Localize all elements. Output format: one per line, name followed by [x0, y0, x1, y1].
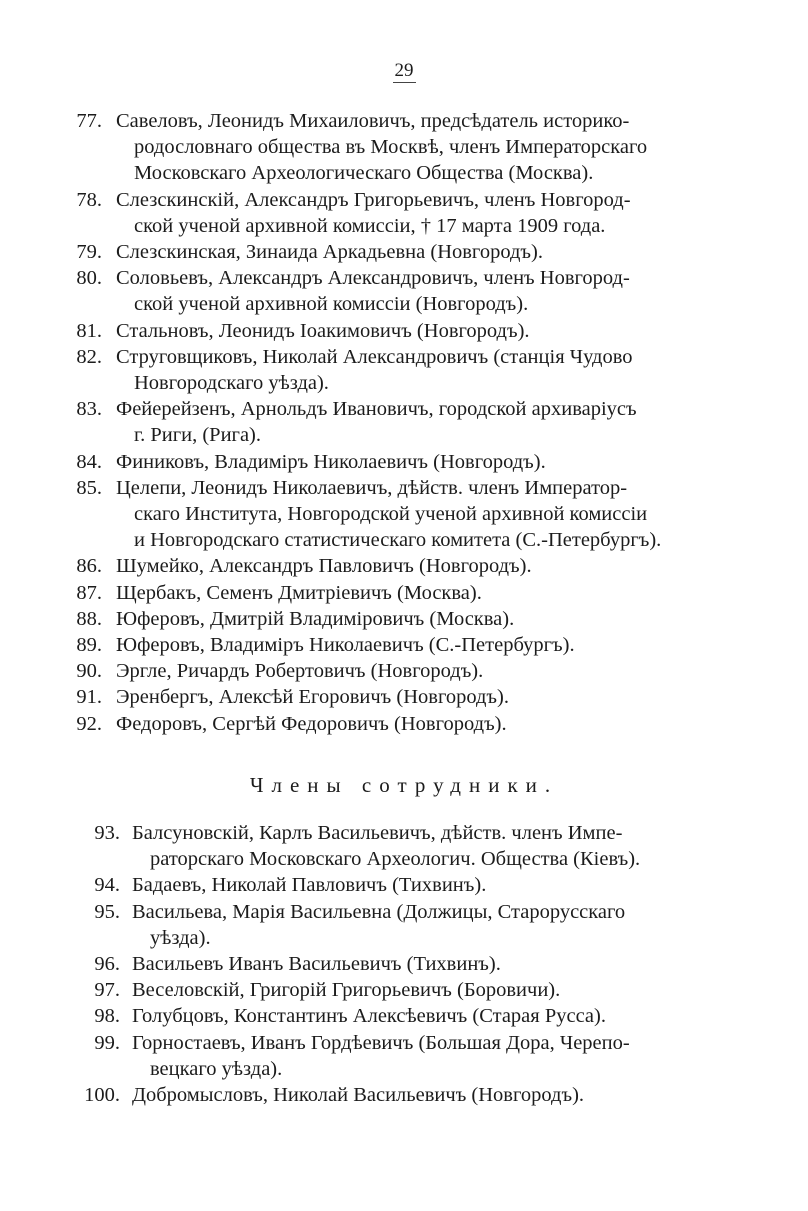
entry-line: Соловьевъ, Александръ Александровичъ, членъ Новгород-	[116, 267, 630, 290]
entry-number: 83.	[76, 398, 102, 421]
entry-line: Слезскинская, Зинаида Аркадьевна (Новгородъ).	[116, 241, 543, 263]
entry-line: Бадаевъ, Николай Павловичъ (Тихвинъ).	[132, 874, 487, 897]
entry-line: уѣзда).	[150, 926, 211, 949]
entry-line: г. Риги, (Рига).	[134, 424, 262, 447]
entry-line: Савеловъ, Леонидъ Михаиловичъ, предсѣдатель историко-	[116, 110, 630, 132]
entry-line: Финиковъ, Владиміръ Николаевичъ (Новгородъ).	[116, 450, 546, 473]
entry-line: Васильевъ Иванъ Васильевичъ (Тихвинъ).	[132, 953, 501, 975]
entry-number: 81.	[76, 319, 102, 342]
entry-number: 94.	[94, 874, 120, 897]
section-heading: Члены сотрудники.	[249, 773, 559, 797]
entry-number: 89.	[76, 634, 102, 656]
entry-line: скаго Института, Новгородской ученой архивной комиссіи	[134, 502, 648, 525]
entry-number: 91.	[76, 686, 102, 709]
entry-number: 77.	[76, 110, 102, 132]
entry-line: и Новгородскаго статистическаго комитета (С.-Петербургъ).	[134, 529, 662, 552]
entry-line: Юферовъ, Дмитрій Владиміровичъ (Москва).	[116, 607, 515, 630]
entry-line: Юферовъ, Владиміръ Николаевичъ (С.-Петербургъ).	[116, 634, 575, 656]
entry-line: Веселовскій, Григорій Григорьевичъ (Боровичи).	[132, 979, 561, 1002]
entry-line: Струговщиковъ, Николай Александровичъ (станція Чудово	[116, 345, 633, 368]
entry-number: 87.	[76, 581, 102, 604]
entry-line: Фейерейзенъ, Арнольдъ Ивановичъ, городской архиваріусъ	[116, 398, 637, 421]
entry-line: вецкаго уѣзда).	[150, 1057, 283, 1080]
entry-line: Стальновъ, Леонидъ Іоакимовичъ (Новгородъ).	[116, 319, 530, 342]
entry-number: 84.	[76, 450, 102, 473]
entry-number: 85.	[76, 476, 102, 499]
entry-line: Горностаевъ, Иванъ Гордѣевичъ (Большая Дора, Черепо-	[132, 1031, 630, 1054]
entry-number: 96.	[94, 953, 120, 975]
entry-number: 98.	[94, 1005, 120, 1028]
entry-number: 97.	[94, 979, 120, 1002]
entry-line: ской ученой архивной комиссіи, † 17 марта 1909 года.	[134, 214, 606, 237]
entry-number: 92.	[76, 712, 102, 735]
entry-number: 99.	[94, 1031, 120, 1054]
entry-line: Добромысловъ, Николай Васильевичъ (Новгородъ).	[132, 1084, 585, 1106]
entry-number: 80.	[76, 267, 102, 290]
entry-number: 82.	[76, 345, 102, 368]
entry-line: Щербакъ, Семенъ Дмитріевичъ (Москва).	[116, 581, 482, 604]
entry-number: 100.	[84, 1084, 120, 1106]
entry-line: Балсуновскій, Карлъ Васильевичъ, дѣйств. членъ Импе-	[132, 822, 623, 844]
entry-number: 79.	[76, 241, 102, 263]
entry-line: Шумейко, Александръ Павловичъ (Новгородъ).	[116, 555, 532, 578]
entry-number: 78.	[76, 188, 102, 211]
entry-line: раторскаго Московскаго Археологич. Общества (Кіевъ).	[150, 848, 641, 871]
entry-line: Васильева, Марія Васильевна (Должицы, Старорусскаго	[132, 900, 626, 923]
entry-line: Федоровъ, Сергѣй Федоровичъ (Новгородъ).	[116, 712, 507, 735]
entry-line: Голубцовъ, Константинъ Алексѣевичъ (Старая Русса).	[132, 1005, 606, 1028]
entry-line: Эргле, Ричардъ Робертовичъ (Новгородъ).	[116, 660, 484, 683]
page-number: 29	[394, 60, 414, 81]
entry-number: 93.	[94, 822, 120, 844]
entry-number: 88.	[76, 607, 102, 630]
entry-line: Целепи, Леонидъ Николаевичъ, дѣйств. членъ Император-	[116, 476, 628, 499]
entry-line: Эренбергъ, Алексѣй Егоровичъ (Новгородъ).	[116, 686, 509, 709]
entry-line: ской ученой архивной комиссіи (Новгородъ).	[134, 293, 529, 316]
entry-number: 86.	[76, 555, 102, 578]
entry-number: 95.	[94, 900, 120, 923]
entry-line: родословнаго общества въ Москвѣ, членъ Императорскаго	[134, 136, 648, 159]
entry-number: 90.	[76, 660, 102, 683]
entry-line: Новгородскаго уѣзда).	[134, 371, 329, 394]
entry-line: Московскаго Археологическаго Общества (Москва).	[134, 162, 594, 185]
entry-line: Слезскинскій, Александръ Григорьевичъ, членъ Новгород-	[116, 188, 631, 211]
